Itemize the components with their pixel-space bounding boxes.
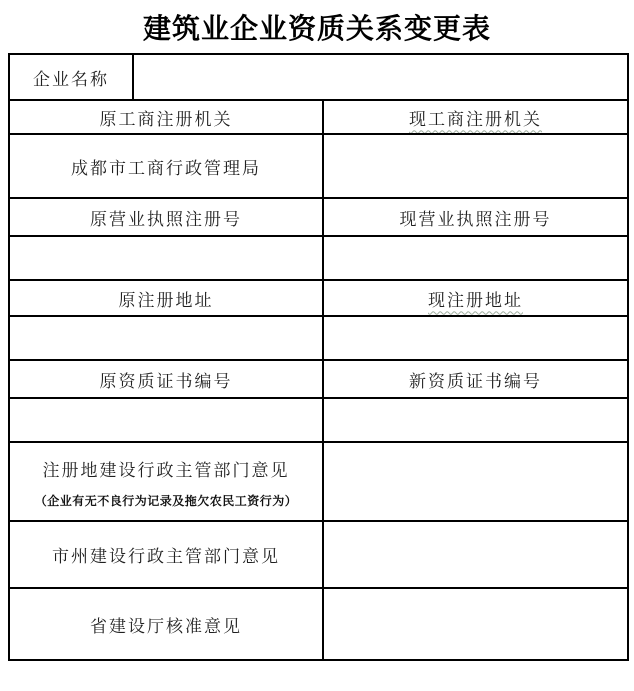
old-license-number-label: 原营业执照注册号 bbox=[9, 198, 323, 236]
new-license-number-label: 现营业执照注册号 bbox=[323, 198, 628, 236]
new-address-label bbox=[323, 280, 628, 316]
province-approval-opinion-value-cell[interactable] bbox=[323, 588, 628, 660]
new-license-number-value-cell[interactable] bbox=[323, 236, 628, 280]
page-title: 建筑业企业资质关系变更表 bbox=[142, 13, 491, 44]
company-name-label: 企业名称 bbox=[9, 54, 133, 100]
row-company-name bbox=[9, 54, 628, 100]
new-registry-authority-label bbox=[323, 100, 628, 134]
row-certificate-labels bbox=[9, 360, 628, 398]
new-registry-authority-label-text: 现工商注册机关 bbox=[409, 109, 542, 129]
old-registry-authority-label: 原工商注册机关 bbox=[9, 100, 323, 134]
row-registration-place-opinion bbox=[9, 442, 628, 521]
row-license-values bbox=[9, 236, 628, 280]
new-address-label-text: 现注册地址 bbox=[428, 290, 523, 310]
row-license-labels bbox=[9, 198, 628, 236]
old-license-number-value-cell[interactable] bbox=[9, 236, 323, 280]
row-registry-labels bbox=[9, 100, 628, 134]
city-authority-opinion-value-cell[interactable] bbox=[323, 521, 628, 588]
old-address-value-cell[interactable] bbox=[9, 316, 323, 360]
row-city-opinion bbox=[9, 521, 628, 588]
new-certificate-number-value-cell[interactable] bbox=[323, 398, 628, 442]
registration-place-opinion-note: （企业有无不良行为记录及拖欠农民工资行为） bbox=[34, 494, 298, 508]
province-approval-opinion-label: 省建设厅核准意见 bbox=[9, 588, 323, 660]
row-address-values bbox=[9, 316, 628, 360]
city-authority-opinion-label: 市州建设行政主管部门意见 bbox=[9, 521, 323, 588]
old-certificate-number-value-cell[interactable] bbox=[9, 398, 323, 442]
row-certificate-values bbox=[9, 398, 628, 442]
registration-place-opinion-value-cell[interactable] bbox=[323, 442, 628, 521]
row-registry-values bbox=[9, 134, 628, 198]
registration-place-opinion-label-cell bbox=[9, 442, 323, 521]
company-name-value-cell[interactable] bbox=[133, 54, 628, 100]
new-registry-authority-value-cell[interactable] bbox=[323, 134, 628, 198]
old-registry-authority-value: 成都市工商行政管理局 bbox=[9, 134, 323, 198]
row-address-labels bbox=[9, 280, 628, 316]
new-address-value-cell[interactable] bbox=[323, 316, 628, 360]
new-certificate-number-label: 新资质证书编号 bbox=[323, 360, 628, 398]
qualification-change-form-table bbox=[8, 53, 629, 661]
row-province-opinion bbox=[9, 588, 628, 660]
old-certificate-number-label: 原资质证书编号 bbox=[9, 360, 323, 398]
old-address-label: 原注册地址 bbox=[9, 280, 323, 316]
registration-place-opinion-label: 注册地建设行政主管部门意见 bbox=[42, 461, 290, 480]
